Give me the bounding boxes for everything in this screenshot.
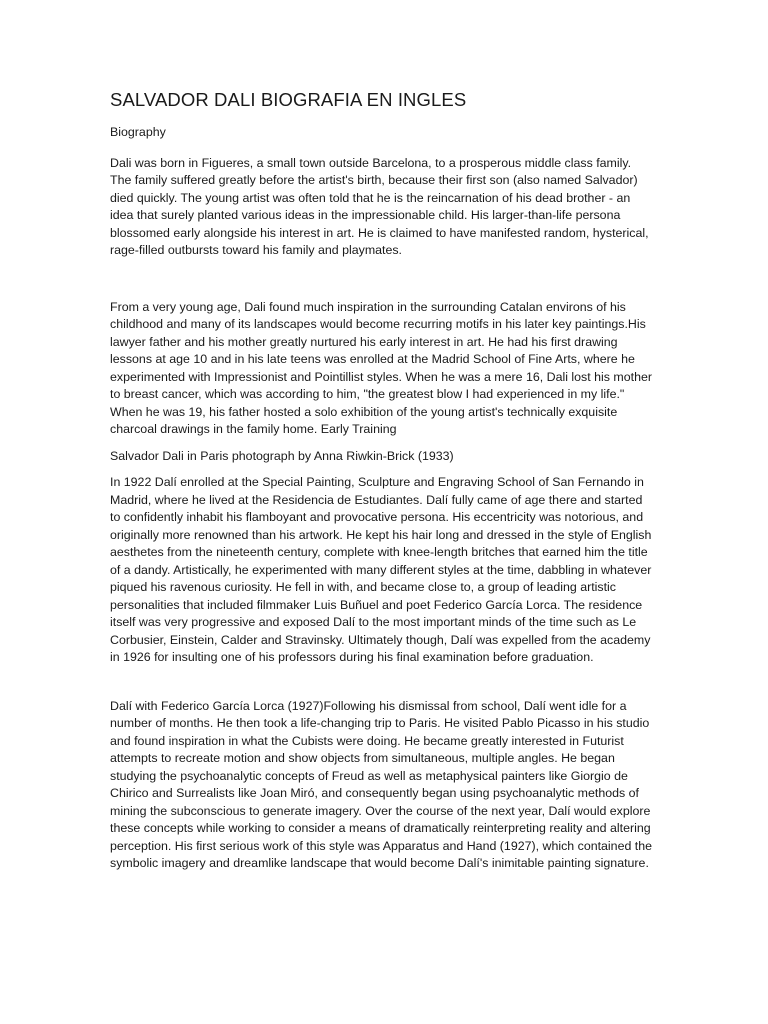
photo-caption-paris: Salvador Dali in Paris photograph by Anna Riwkin-Brick (1933) [110, 448, 454, 463]
paragraph-spacer [110, 269, 655, 299]
paragraph-madrid: In 1922 Dalí enrolled at the Special Painting, Sculpture and Engraving School of San Fernando in Madrid, where he lived at the Residencia de Estudiantes. Dalí fully came of age there and started to confidently inhabit his flamboyant and provocative persona. His eccentricity was notorious, and originally more renowned than his artwork. He kept his hair long and dressed in the style of English aesthetes from the nineteenth century, complete with knee-length britches that earned him the title of a dandy. Artistically, he experimented with many different styles at the time, dabbling in whatever piqued his ravenous curiosity. He fell in with, and became close to, a group of leading artistic personalities that included filmmaker Luis Buñuel and poet Federico García Lorca. The residence itself was very progressive and exposed Dalí to the most important minds of the time such as Le Corbusier, Einstein, Calder and Stravinsky. Ultimately though, Dalí was expelled from the academy in 1926 for insulting one of his professors during his final examination before graduation. [110, 475, 652, 664]
document-title: SALVADOR DALI BIOGRAFIA EN INGLES [110, 89, 467, 110]
paragraph-youth: From a very young age, Dali found much inspiration in the surrounding Catalan environs of his childhood and many of its landscapes would become recurring motifs in his later key paintings.His lawyer father and his mother greatly nurtured his early interest in art. He had his first drawing lessons at age 10 and in his late teens was enrolled at the Madrid School of Fine Arts, where he experimented with Impressionist and Pointillist styles. When he was a mere 16, Dali lost his mother to breast cancer, which was according to him, "the greatest blow I had experienced in my life." When he was 19, his father hosted a solo exhibition of the young artist's technically exquisite charcoal drawings in the family home. Early Training [110, 299, 652, 436]
paragraph-birth: Dali was born in Figueres, a small town outside Barcelona, to a prosperous middle class family. The family suffered greatly before the artist's birth, because their first son (also named Salvador) died quickly. The young artist was often told that he is the reincarnation of his dead brother - an idea that surely planted various ideas in the impressionable child. His larger-than-life persona blossomed early alongside his interest in art. He is claimed to have manifested random, hysterical, rage-filled outbursts toward his family and playmates. [110, 155, 649, 257]
document-page [110, 88, 655, 882]
paragraph-paris: Dalí with Federico García Lorca (1927)Following his dismissal from school, Dalí went idle for a number of months. He then took a life-changing trip to Paris. He visited Pablo Picasso in his studio and found inspiration in what the Cubists were doing. He became greatly interested in Futurist attempts to recreate motion and show objects from simultaneous, multiple angles. He began studying the psychoanalytic concepts of Freud as well as metaphysical painters like Giorgio de Chirico and Surrealists like Joan Miró, and consequently began using psychoanalytic methods of mining the subconscious to generate imagery. Over the course of the next year, Dalí would explore these concepts while working to consider a means of dramatically reinterpreting reality and altering perception. His first serious work of this style was Apparatus and Hand (1927), which contained the symbolic imagery and dreamlike landscape that would become Dalí's inimitable painting signature. [110, 698, 653, 870]
section-heading-biography: Biography [110, 125, 166, 139]
paragraph-spacer [110, 676, 655, 698]
